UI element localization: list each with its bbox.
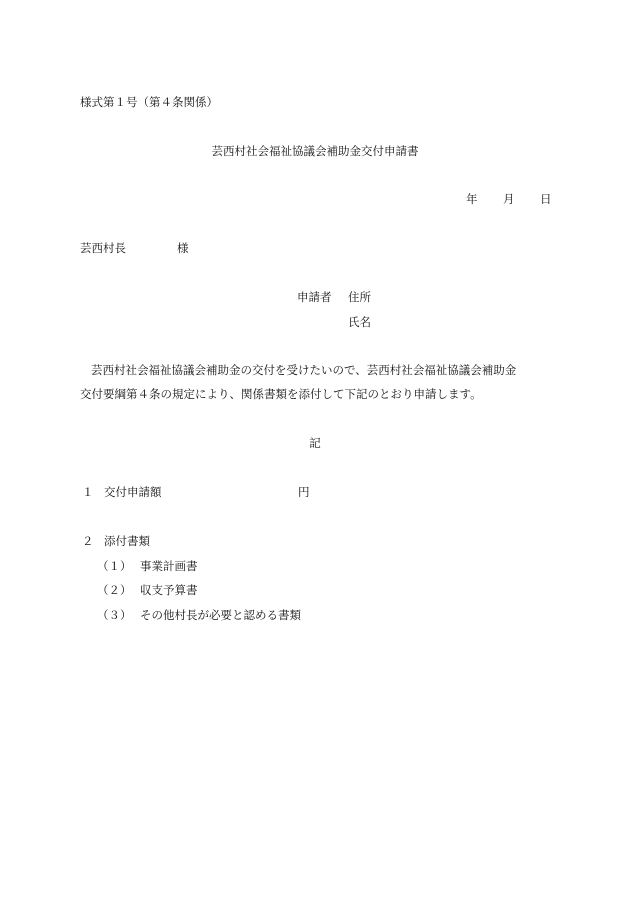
body-text-line-2: 交付要綱第４条の規定により、関係書類を添付して下記のとおり申請します。 bbox=[80, 387, 482, 401]
applicant-address-label: 住所 bbox=[348, 290, 371, 304]
subitem-3-label: その他村長が必要と認める書類 bbox=[140, 608, 301, 622]
applicant-name-label: 氏名 bbox=[348, 315, 371, 329]
form-number: 様式第１号（第４条関係） bbox=[80, 95, 218, 109]
item-2-number: ２ bbox=[82, 534, 94, 548]
addressee-name: 芸西村長 bbox=[80, 241, 126, 255]
subitem-3-number: （３） bbox=[97, 608, 132, 622]
date-month-label: 月 bbox=[503, 192, 515, 206]
subitem-1-number: （１） bbox=[97, 559, 132, 573]
addressee-honorific: 様 bbox=[177, 241, 189, 255]
subitem-2-number: （２） bbox=[97, 583, 132, 597]
document-title: 芸西村社会福祉協議会補助金交付申請書 bbox=[211, 144, 419, 158]
date-day-label: 日 bbox=[540, 192, 552, 206]
item-1-unit: 円 bbox=[298, 485, 310, 499]
subitem-1-label: 事業計画書 bbox=[140, 559, 198, 573]
item-2-label: 添付書類 bbox=[104, 534, 150, 548]
ki-heading: 記 bbox=[309, 436, 321, 450]
applicant-label: 申請者 bbox=[297, 290, 332, 304]
item-1-number: １ bbox=[82, 485, 94, 499]
body-text-line-1: 芸西村社会福祉協議会補助金の交付を受けたいので、芸西村社会福祉協議会補助金 bbox=[91, 363, 517, 377]
item-1-label: 交付申請額 bbox=[104, 485, 162, 499]
subitem-2-label: 収支予算書 bbox=[140, 583, 198, 597]
date-year-label: 年 bbox=[466, 192, 478, 206]
